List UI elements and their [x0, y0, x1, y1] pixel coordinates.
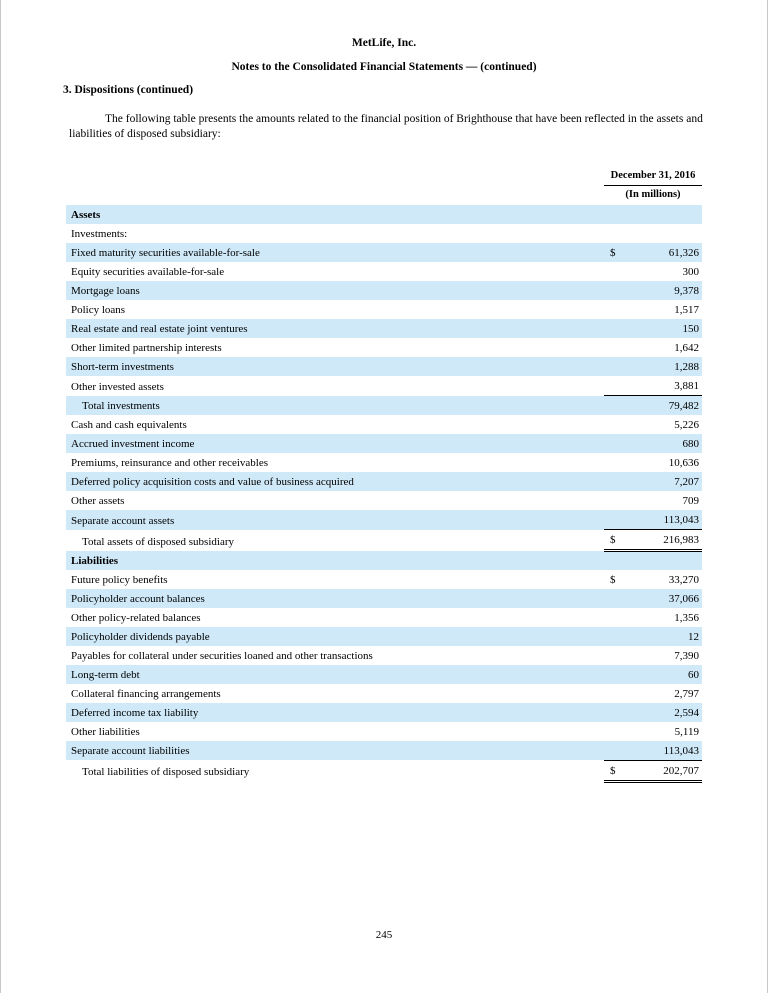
period-header: December 31, 2016: [604, 169, 702, 186]
row-amount: 37,066: [668, 592, 699, 605]
row-money: [604, 300, 702, 319]
row-money: [604, 205, 702, 224]
row-amount: 216,983: [663, 534, 699, 547]
row-amount: 150: [682, 323, 699, 336]
row-money: [604, 415, 702, 434]
row-label: Other policy-related balances: [71, 611, 201, 624]
row-amount: 7,207: [674, 476, 699, 489]
row-money: [604, 627, 702, 646]
row-amount: 2,797: [674, 687, 699, 700]
row-label: Short-term investments: [66, 357, 604, 376]
table-row: [66, 608, 702, 627]
table-row: [66, 510, 702, 530]
row-dollar-sign: $: [610, 534, 616, 547]
document-subtitle: Notes to the Consolidated Financial Statements — (continued): [231, 61, 537, 73]
row-money: [604, 319, 702, 338]
row-money: [604, 376, 702, 396]
row-amount: 300: [682, 266, 699, 279]
row-money: [604, 510, 702, 530]
row-amount: 61,326: [668, 247, 699, 260]
row-money: [604, 684, 702, 703]
table-row: [66, 472, 702, 491]
financial-position-table: [66, 169, 702, 783]
row-label: Other limited partnership interests: [71, 342, 222, 355]
table-row: [66, 396, 702, 416]
row-label: Policy loans: [71, 304, 126, 317]
company-title: MetLife, Inc.: [351, 37, 417, 49]
table-row: [66, 453, 702, 472]
row-dollar-sign: $: [610, 573, 616, 586]
row-label: Other liabilities: [71, 725, 140, 738]
table-row: [66, 741, 702, 761]
table-row: [66, 703, 702, 722]
row-dollar-sign: $: [610, 764, 616, 777]
row-money: [604, 338, 702, 357]
row-label: Deferred policy acquisition costs and value of business acquired: [66, 472, 604, 491]
row-amount: 1,517: [674, 304, 699, 317]
row-money: [604, 224, 702, 243]
row-amount: 2,594: [674, 706, 699, 719]
row-money: [604, 608, 702, 627]
table-row: [66, 415, 702, 434]
row-label: Future policy benefits: [71, 573, 168, 586]
row-money: [604, 741, 702, 761]
table-row: [66, 300, 702, 319]
row-label: Equity securities available-for-sale: [71, 266, 225, 279]
row-label: Total investments: [66, 396, 604, 416]
row-money: [604, 570, 702, 589]
table-units-header-row: [66, 186, 702, 206]
row-money: [604, 262, 702, 281]
row-label: Total assets of disposed subsidiary: [82, 535, 234, 548]
row-amount: 60: [688, 668, 699, 681]
row-amount: 113,043: [663, 744, 699, 757]
row-label: Liabilities: [66, 551, 604, 570]
row-amount: 33,270: [668, 573, 699, 586]
table-row: [66, 205, 702, 224]
row-label: Total liabilities of disposed subsidiary: [82, 766, 250, 779]
row-money: [604, 646, 702, 665]
table-row: [66, 589, 702, 608]
row-amount: 12: [688, 630, 699, 643]
table-row: [66, 262, 702, 281]
units-header-spacer: [66, 186, 604, 206]
table-row: [66, 551, 702, 570]
row-label: Investments:: [71, 228, 128, 241]
table-body: [66, 169, 702, 781]
row-label: Collateral financing arrangements: [71, 687, 221, 700]
table-row: [66, 434, 702, 453]
units-header: (In millions): [625, 189, 681, 201]
table-row: [66, 665, 702, 684]
row-label: Policyholder dividends payable: [66, 627, 604, 646]
row-amount: 1,288: [674, 361, 699, 374]
row-label: Payables for collateral under securities loaned and other transactions: [71, 649, 373, 662]
row-amount: 202,707: [663, 764, 699, 777]
row-label: Premiums, reinsurance and other receivables: [71, 457, 269, 470]
row-money: [604, 589, 702, 608]
table-period-header-row: [66, 169, 702, 186]
row-money: [604, 396, 702, 416]
row-amount: 113,043: [663, 514, 699, 527]
row-label: Real estate and real estate joint ventures: [66, 319, 604, 338]
row-money: [604, 472, 702, 491]
row-money: [604, 722, 702, 741]
row-money: [604, 491, 702, 510]
row-money: [604, 281, 702, 300]
row-label: Fixed maturity securities available-for-sale: [66, 243, 604, 262]
row-money: [604, 665, 702, 684]
row-label: Accrued investment income: [66, 434, 604, 453]
row-amount: 9,378: [674, 285, 699, 298]
row-label: Cash and cash equivalents: [71, 419, 187, 432]
table-row: [66, 722, 702, 741]
row-label: Assets: [66, 205, 604, 224]
row-amount: 680: [682, 438, 699, 451]
table-row: [66, 357, 702, 376]
row-dollar-sign: $: [610, 247, 616, 260]
table-row: [66, 627, 702, 646]
row-amount: 5,119: [674, 725, 699, 738]
row-label: Other assets: [71, 495, 125, 508]
row-money: [604, 243, 702, 262]
row-money: [604, 703, 702, 722]
row-label: Separate account liabilities: [66, 741, 604, 761]
row-money: [604, 530, 702, 551]
table-row: [66, 376, 702, 396]
row-label: Long-term debt: [66, 665, 604, 684]
row-amount: 1,642: [674, 342, 699, 355]
row-label: Separate account assets: [66, 510, 604, 530]
row-money: [604, 434, 702, 453]
table-row: [66, 760, 702, 781]
row-amount: 5,226: [674, 419, 699, 432]
row-amount: 3,881: [674, 380, 699, 393]
table-row: [66, 281, 702, 300]
table-row: [66, 530, 702, 551]
row-money: [604, 453, 702, 472]
document-header: [1, 37, 767, 73]
row-label: Mortgage loans: [66, 281, 604, 300]
section-heading: 3. Dispositions (continued): [63, 84, 194, 96]
row-money: [604, 357, 702, 376]
table-row: [66, 684, 702, 703]
row-amount: 709: [682, 495, 699, 508]
period-header-spacer: [66, 169, 604, 186]
row-amount: 79,482: [668, 400, 699, 413]
table-row: [66, 646, 702, 665]
row-amount: 7,390: [674, 649, 699, 662]
row-money: [604, 551, 702, 570]
intro-paragraph: The following table presents the amounts related to the financial position of Brighthouse that have been reflected in the assets and liabilities of disposed subsidiary:: [69, 113, 703, 141]
table-row: [66, 243, 702, 262]
table-row: [66, 570, 702, 589]
row-amount: 1,356: [674, 611, 699, 624]
table-row: [66, 338, 702, 357]
row-label: Deferred income tax liability: [66, 703, 604, 722]
page-number: 245: [375, 929, 393, 941]
table-row: [66, 319, 702, 338]
row-label: Policyholder account balances: [66, 589, 604, 608]
row-amount: 10,636: [668, 457, 699, 470]
row-label: Other invested assets: [71, 380, 164, 393]
row-money: [604, 760, 702, 781]
table-row: [66, 224, 702, 243]
table-row: [66, 491, 702, 510]
